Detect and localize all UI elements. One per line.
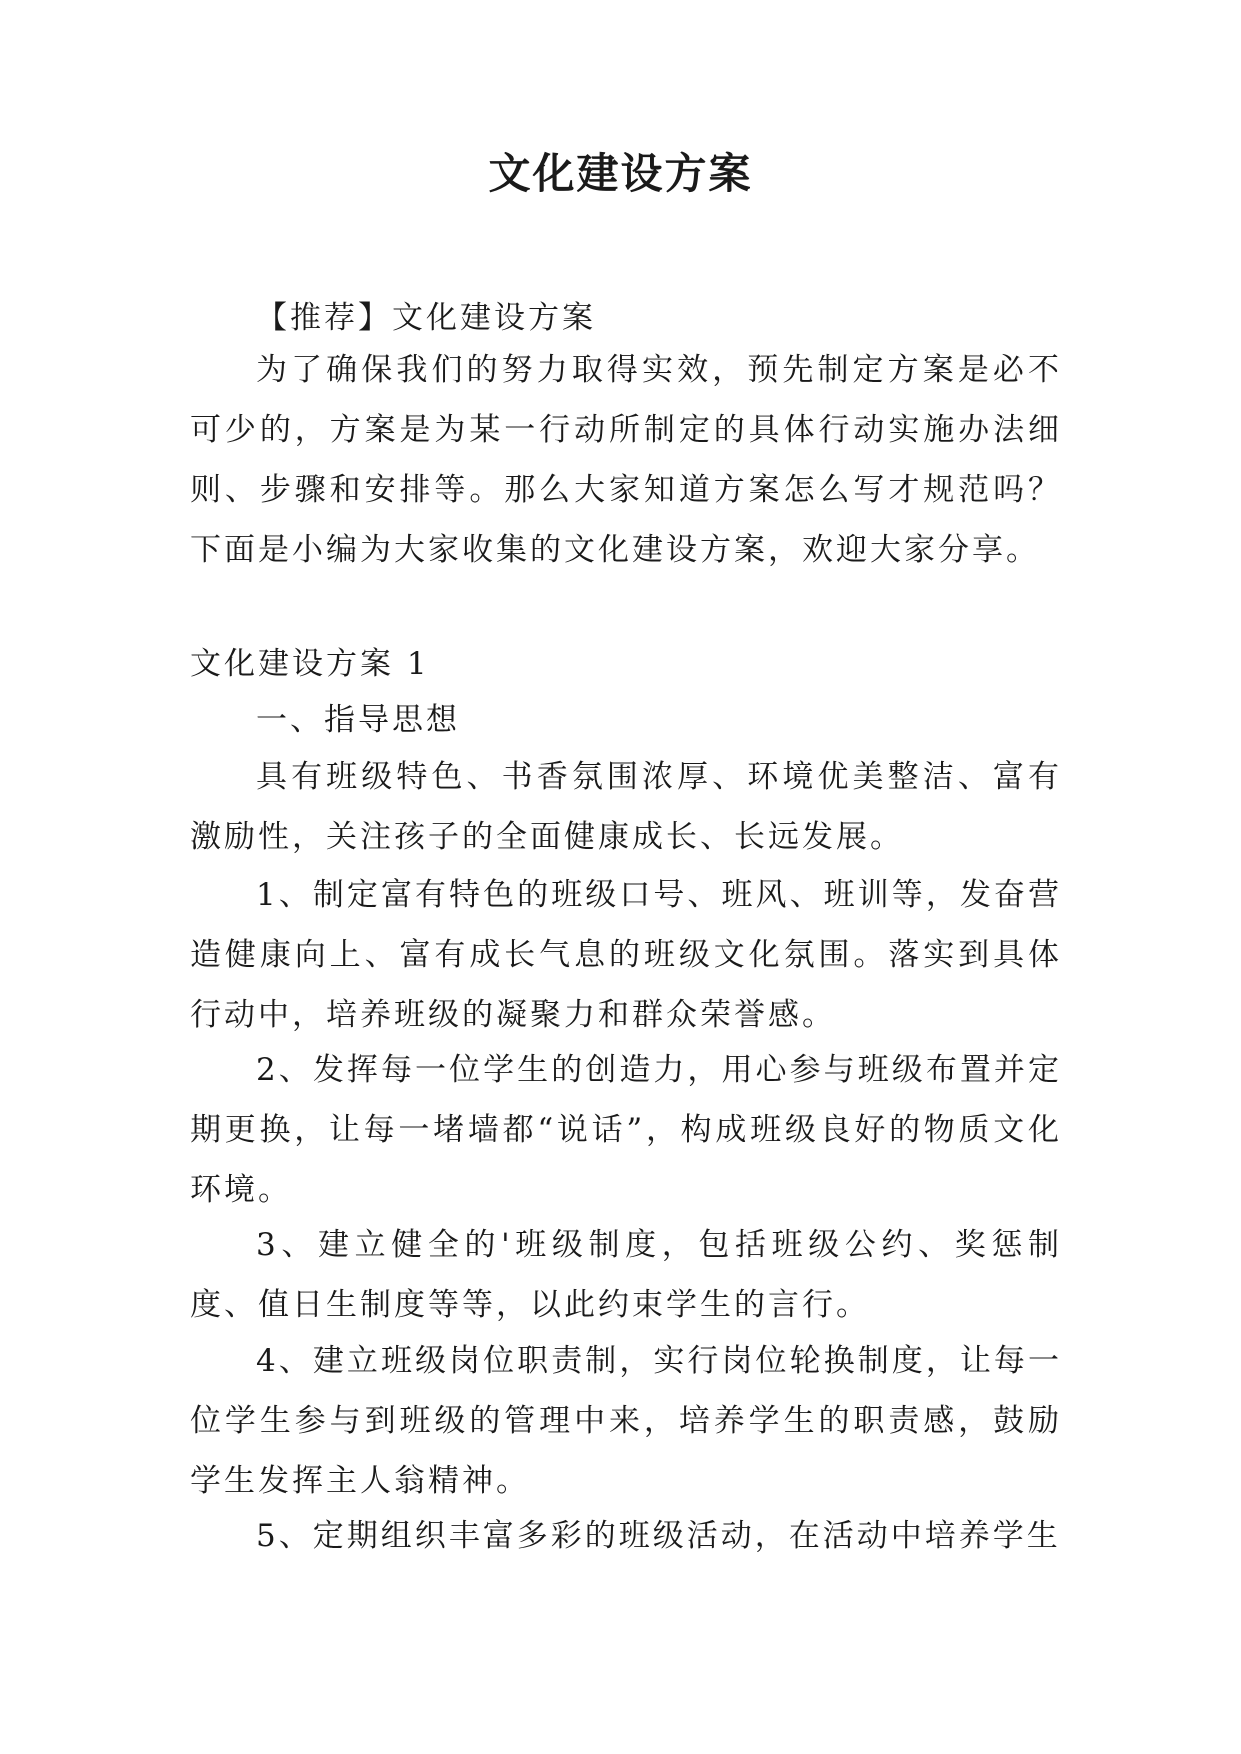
guide-heading: 一、指导思想 (256, 702, 460, 738)
intro-paragraph: 为了确保我们的努力取得实效，预先制定方案是必不可少的，方案是为某一行动所制定的具体行动实施办法细则、步骤和安排等。那么大家知道方案怎么写才规范吗？下面是小编为大家收集的文化建设方案，欢迎大家分享。 (190, 352, 1062, 568)
list-item: 2、发挥每一位学生的创造力，用心参与班级布置并定期更换，让每一堵墙都“说话”，构成班级良好的物质文化环境。 (190, 1052, 1062, 1208)
section-heading: 文化建设方案 1 (190, 646, 430, 682)
guide-description: 具有班级特色、书香氛围浓厚、环境优美整洁、富有激励性，关注孩子的全面健康成长、长远发展。 (190, 759, 1062, 855)
list-item: 3、建立健全的'班级制度，包括班级公约、奖惩制度、值日生制度等等，以此约束学生的言行。 (190, 1227, 1062, 1323)
recommend-line: 【推荐】文化建设方案 (256, 300, 596, 336)
list-item: 5、定期组织丰富多彩的班级活动，在活动中培养学生 (256, 1518, 1061, 1554)
list-item: 4、建立班级岗位职责制，实行岗位轮换制度，让每一位学生参与到班级的管理中来，培养学生的职责感，鼓励学生发挥主人翁精神。 (190, 1343, 1062, 1499)
page-title: 文化建设方案 (488, 149, 753, 198)
list-item: 1、制定富有特色的班级口号、班风、班训等，发奋营造健康向上、富有成长气息的班级文化氛围。落实到具体行动中，培养班级的凝聚力和群众荣誉感。 (190, 877, 1062, 1033)
